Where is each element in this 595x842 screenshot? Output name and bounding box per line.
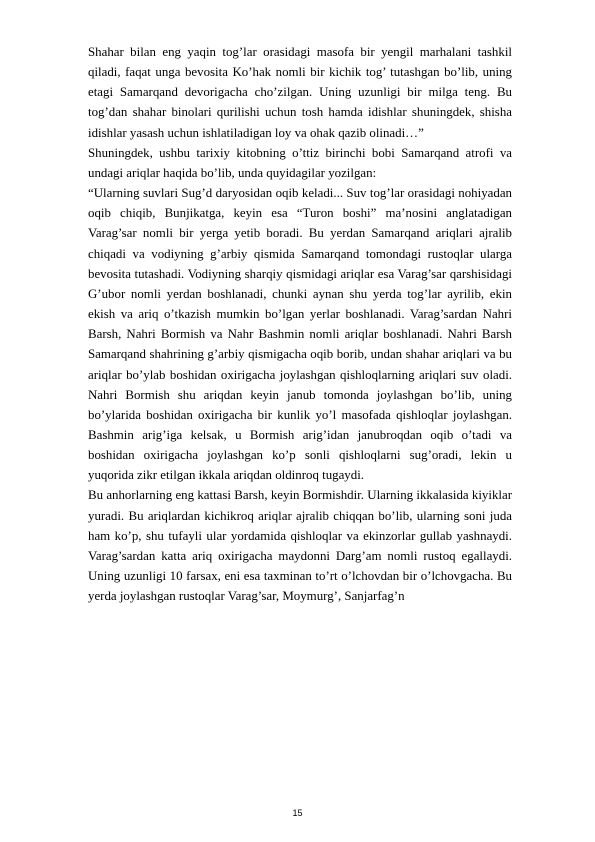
paragraph-1: Shahar bilan eng yaqin tog’lar orasidagi masofa bir yengil marhalani tashkil qiladi, faqat unga bevosita Ko’hak nomli bir kichik tog’ tutashgan bo’lib, uning etagi Samarqand devorigacha cho’zilgan. Uning uzunligi bir milga teng. Bu tog’dan shahar binolari qurilishi uchun tosh hamda idishlar shuningdek, shisha idishlar yasash uchun ishlatiladigan loy va ohak qazib olinadi…” <box>88 45 512 140</box>
body-text <box>88 42 512 606</box>
paragraph-2: Shuningdek, ushbu tarixiy kitobning o’ttiz birinchi bobi Samarqand atrofi va undagi ariqlar haqida bo’lib, unda quyidagilar yozilgan: <box>88 145 512 180</box>
paragraph-3: “Ularning suvlari Sug’d daryosidan oqib keladi... Suv tog’lar orasidagi nohiyadan oqib chiqib, Bunjikatga, keyin esa “Turon boshi” ma’nosini anglatadigan Varag’sar nomli bir yerga yetib boradi. Bu yerdan Samarqand ariqlari ajralib chiqadi va vodiyning g’arbiy qismida Samarqand tomondagi rustoqlar ularga bevosita tutashadi. Vodiyning sharqiy qismidagi ariqlar esa Varag’sar qarshisidagi G’ubor nomli yerdan boshlanadi, chunki aynan shu yerda tog’lar ayrilib, ekin ekish va ariq o’tkazish mumkin bo’lgan yerlar boshlanadi. Varag’sardan Nahri Barsh, Nahri Bormish va Nahr Bashmin nomli ariqlar boshlanadi. Nahri Barsh Samarqand shahrining g’arbiy qismigacha oqib borib, undan shahar ariqlari va bu ariqlar bo’ylab boshidan oxirigacha joylashgan qishloqlarning ariqlari suv oladi. Nahri Bormish shu ariqdan keyin janub tomonda joylashgan bo’lib, uning bo’ylarida boshidan oxirigacha bir kunlik yo’l masofada qishloqlar joylashgan. Bashmin arig’iga kelsak, u Bormish arig’idan janubroqdan oqib o’tadi va boshidan oxirigacha joylashgan ko’p sonli qishloqlarni sug’oradi, lekin u yuqorida zikr etilgan ikkala ariqdan oldinroq tugaydi. <box>88 186 512 483</box>
page-number: 15 <box>292 808 303 818</box>
paragraph-4: Bu anhorlarning eng kattasi Barsh, keyin Bormishdir. Ularning ikkalasida kiyiklar yuradi. Bu ariqlardan kichikroq ariqlar ajralib chiqqan bo’lib, ularning soni juda ham ko’p, shu tufayli ular yordamida qishloqlar va ekinzorlar gullab yashnaydi. Varag’sardan katta ariq oxirigacha maydonni Darg’am nomli rustoq egallaydi. Uning uzunligi 10 farsax, eni esa taxminan to’rt o’lchovdan bir o’lchovgacha. Bu yerda joylashgan rustoqlar Varag’sar, Moymurg’, Sanjarfag’n <box>88 488 512 604</box>
